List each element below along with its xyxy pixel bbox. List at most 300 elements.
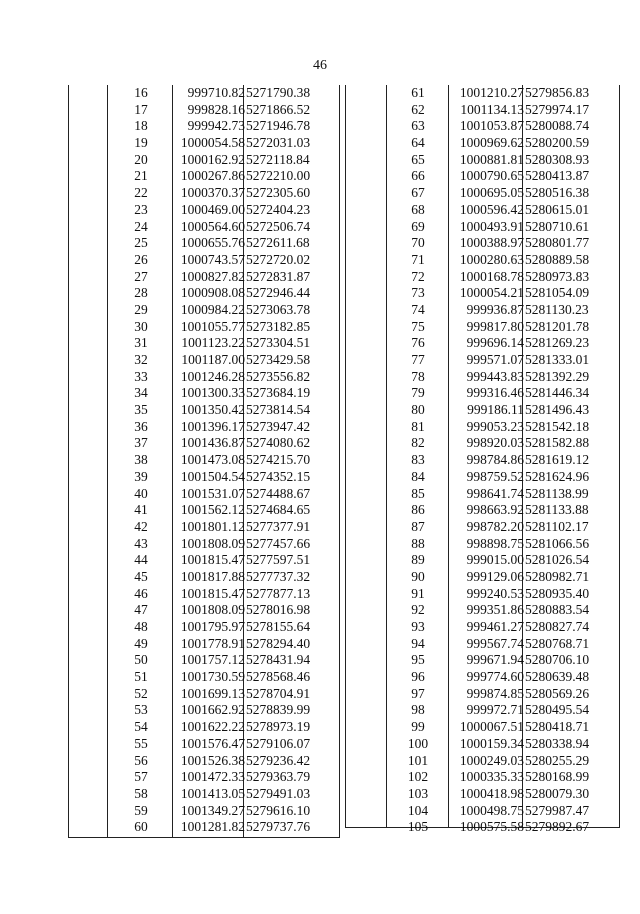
- point-number: 69: [411, 218, 425, 234]
- table-row: [346, 803, 619, 820]
- table-row: [69, 319, 339, 336]
- table-row: [69, 419, 339, 436]
- point-number: 68: [411, 201, 425, 217]
- x-coordinate: 1001246.28: [180, 368, 245, 384]
- y-coordinate: 5280706.10: [525, 652, 590, 668]
- table-row: [346, 202, 619, 219]
- y-coordinate: 5279987.47: [525, 802, 590, 818]
- table-row: [69, 469, 339, 486]
- table-row: [69, 686, 339, 703]
- y-coordinate: 5272720.02: [246, 251, 311, 267]
- y-coordinate: 5280308.93: [525, 151, 590, 167]
- x-coordinate: 999774.60: [466, 669, 524, 685]
- table-row: [346, 235, 619, 252]
- point-number: 61: [411, 85, 425, 100]
- x-coordinate: 1000370.37: [180, 185, 245, 201]
- point-number: 77: [411, 352, 425, 367]
- point-number: 83: [411, 452, 425, 468]
- x-coordinate: 999972.71: [466, 702, 524, 718]
- point-number: 79: [411, 385, 425, 401]
- point-number: 39: [134, 468, 148, 484]
- y-coordinate: 5280255.29: [525, 752, 590, 768]
- table-row: [346, 502, 619, 519]
- x-coordinate: 1000655.76: [180, 235, 245, 251]
- x-coordinate: 1001134.13: [460, 101, 524, 117]
- y-coordinate: 5271866.52: [246, 101, 311, 117]
- point-number: 25: [134, 235, 148, 251]
- y-coordinate: 5272404.23: [246, 201, 311, 217]
- x-coordinate: 1000493.91: [459, 218, 524, 234]
- x-coordinate: 1000969.62: [459, 135, 524, 151]
- y-coordinate: 5278155.64: [246, 619, 311, 634]
- table-row: [346, 486, 619, 503]
- point-number: 56: [134, 752, 148, 768]
- table-row: [69, 769, 339, 786]
- y-coordinate: 5281496.43: [525, 402, 590, 418]
- y-coordinate: 5273429.58: [246, 352, 311, 367]
- x-coordinate: 1001396.17: [180, 418, 245, 434]
- y-coordinate: 5279892.67: [525, 819, 590, 835]
- y-coordinate: 5273304.51: [246, 335, 311, 351]
- x-coordinate: 999015.00: [466, 552, 524, 568]
- y-coordinate: 5274684.65: [246, 502, 311, 518]
- y-coordinate: 5281333.01: [525, 352, 590, 367]
- y-coordinate: 5280801.77: [525, 235, 590, 251]
- point-number: 82: [411, 435, 425, 451]
- point-number: 80: [411, 402, 425, 418]
- table-row: [346, 252, 619, 269]
- point-number: 45: [134, 568, 148, 584]
- y-coordinate: 5281102.17: [525, 518, 589, 534]
- x-coordinate: 1001699.13: [180, 685, 245, 701]
- point-number: 93: [411, 619, 425, 634]
- point-number: 86: [411, 502, 425, 518]
- table-row: [346, 168, 619, 185]
- x-coordinate: 1000162.92: [180, 151, 245, 167]
- table-row: [69, 652, 339, 669]
- table-row: [346, 152, 619, 169]
- table-row: [69, 352, 339, 369]
- x-coordinate: 1000418.98: [459, 785, 524, 801]
- point-number: 54: [134, 719, 148, 735]
- table-row: [69, 118, 339, 135]
- point-number: 99: [411, 719, 425, 735]
- x-coordinate: 999671.94: [466, 652, 524, 668]
- point-number: 50: [134, 652, 148, 668]
- table-row: [346, 118, 619, 135]
- point-number: 65: [411, 151, 425, 167]
- point-number: 27: [134, 268, 148, 284]
- table-row: [346, 335, 619, 352]
- table-row: [346, 786, 619, 803]
- point-number: 24: [134, 218, 148, 234]
- y-coordinate: 5280418.71: [525, 719, 590, 735]
- y-coordinate: 5272611.68: [246, 235, 310, 251]
- table-row: [69, 569, 339, 586]
- y-coordinate: 5273947.42: [246, 418, 311, 434]
- x-coordinate: 998641.74: [466, 485, 524, 501]
- table-row: [69, 719, 339, 736]
- table-row: [346, 519, 619, 536]
- table-row: [69, 619, 339, 636]
- x-coordinate: 999936.87: [466, 301, 524, 317]
- y-coordinate: 5279491.03: [246, 785, 311, 801]
- y-coordinate: 5280973.83: [525, 268, 590, 284]
- x-coordinate: 1001281.82: [180, 819, 245, 835]
- y-coordinate: 5280569.26: [525, 685, 590, 701]
- table-row: [69, 435, 339, 452]
- point-number: 49: [134, 635, 148, 651]
- y-coordinate: 5280516.38: [525, 185, 590, 201]
- table-row: [346, 769, 619, 786]
- table-row: [69, 786, 339, 803]
- point-number: 17: [134, 101, 148, 117]
- point-number: 43: [134, 535, 148, 551]
- y-coordinate: 5280639.48: [525, 669, 590, 685]
- x-coordinate: 1001472.33: [180, 769, 245, 785]
- table-row: [69, 269, 339, 286]
- point-number: 88: [411, 535, 425, 551]
- x-coordinate: 1001349.27: [180, 802, 245, 818]
- table-row: [69, 85, 339, 102]
- y-coordinate: 5281392.29: [525, 368, 590, 384]
- y-coordinate: 5280982.71: [525, 568, 590, 584]
- x-coordinate: 998782.20: [466, 518, 524, 534]
- x-coordinate: 1000267.86: [180, 168, 245, 184]
- y-coordinate: 5281619.12: [525, 452, 590, 468]
- table-row: [346, 819, 619, 836]
- x-coordinate: 999942.73: [187, 118, 245, 134]
- point-number: 91: [411, 585, 425, 601]
- point-number: 70: [411, 235, 425, 251]
- x-coordinate: 999316.46: [466, 385, 524, 401]
- y-coordinate: 5281582.88: [525, 435, 590, 451]
- point-number: 58: [134, 785, 148, 801]
- y-coordinate: 5279616.10: [246, 802, 311, 818]
- x-coordinate: 999053.23: [466, 418, 524, 434]
- y-coordinate: 5272118.84: [246, 151, 310, 167]
- table-row: [69, 185, 339, 202]
- point-number: 84: [411, 468, 425, 484]
- x-coordinate: 1001801.12: [180, 518, 245, 534]
- point-number: 100: [407, 735, 429, 751]
- table-row: [69, 168, 339, 185]
- coordinates-table-left: [68, 85, 340, 838]
- point-number: 32: [134, 352, 148, 367]
- table-row: [69, 486, 339, 503]
- point-number: 90: [411, 568, 425, 584]
- table-row: [346, 219, 619, 236]
- y-coordinate: 5272210.00: [246, 168, 311, 184]
- point-number: 23: [134, 201, 148, 217]
- y-coordinate: 5277877.13: [246, 585, 311, 601]
- table-rows: [69, 85, 339, 836]
- point-number: 42: [134, 518, 148, 534]
- table-row: [69, 636, 339, 653]
- x-coordinate: 1000469.00: [180, 201, 245, 217]
- point-number: 81: [411, 418, 425, 434]
- table-row: [69, 302, 339, 319]
- table-row: [69, 669, 339, 686]
- x-coordinate: 1001778.91: [180, 635, 245, 651]
- x-coordinate: 1000159.34: [459, 735, 524, 751]
- y-coordinate: 5277597.51: [246, 552, 311, 568]
- point-number: 59: [134, 802, 148, 818]
- coordinates-table-right: [345, 85, 620, 835]
- point-number: 28: [134, 285, 148, 301]
- y-coordinate: 5273814.54: [246, 402, 311, 418]
- x-coordinate: 1001300.33: [180, 385, 245, 401]
- x-coordinate: 998920.03: [466, 435, 524, 451]
- x-coordinate: 999567.74: [466, 635, 524, 651]
- y-coordinate: 5274488.67: [246, 485, 311, 501]
- table-row: [346, 736, 619, 753]
- table-row: [69, 502, 339, 519]
- y-coordinate: 5277737.32: [246, 568, 311, 584]
- y-coordinate: 5281138.99: [525, 485, 589, 501]
- table-row: [69, 385, 339, 402]
- y-coordinate: 5278839.99: [246, 702, 311, 718]
- point-number: 102: [407, 769, 429, 785]
- x-coordinate: 1001436.87: [180, 435, 245, 451]
- x-coordinate: 1001757.12: [180, 652, 245, 668]
- point-number: 16: [134, 85, 148, 100]
- point-number: 20: [134, 151, 148, 167]
- point-number: 96: [411, 669, 425, 685]
- table-row: [346, 536, 619, 553]
- table-row: [346, 85, 619, 102]
- point-number: 98: [411, 702, 425, 718]
- y-coordinate: 5281624.96: [525, 468, 590, 484]
- point-number: 44: [134, 552, 148, 568]
- x-coordinate: 1001622.22: [180, 719, 245, 735]
- y-coordinate: 5278016.98: [246, 602, 311, 618]
- table-row: [346, 552, 619, 569]
- table-row: [69, 452, 339, 469]
- y-coordinate: 5271790.38: [246, 85, 311, 100]
- x-coordinate: 1001795.97: [180, 619, 245, 634]
- point-number: 37: [134, 435, 148, 451]
- point-number: 74: [411, 301, 425, 317]
- y-coordinate: 5281066.56: [525, 535, 590, 551]
- table-row: [346, 636, 619, 653]
- table-row: [69, 803, 339, 820]
- table-row: [69, 753, 339, 770]
- point-number: 73: [411, 285, 425, 301]
- point-number: 85: [411, 485, 425, 501]
- table-row: [69, 102, 339, 119]
- point-number: 41: [134, 502, 148, 518]
- y-coordinate: 5281054.09: [525, 285, 590, 301]
- y-coordinate: 5273684.19: [246, 385, 311, 401]
- x-coordinate: 998759.52: [466, 468, 524, 484]
- x-coordinate: 1001473.08: [180, 452, 245, 468]
- table-row: [69, 202, 339, 219]
- x-coordinate: 1001576.47: [180, 735, 245, 751]
- x-coordinate: 1000564.60: [180, 218, 245, 234]
- table-row: [69, 552, 339, 569]
- table-row: [346, 102, 619, 119]
- point-number: 18: [134, 118, 148, 134]
- y-coordinate: 5281201.78: [525, 318, 590, 334]
- table-row: [346, 285, 619, 302]
- point-number: 63: [411, 118, 425, 134]
- x-coordinate: 1000388.97: [459, 235, 524, 251]
- x-coordinate: 1000596.42: [459, 201, 524, 217]
- y-coordinate: 5272506.74: [246, 218, 311, 234]
- x-coordinate: 999240.53: [466, 585, 524, 601]
- y-coordinate: 5277377.91: [246, 518, 311, 534]
- point-number: 97: [411, 685, 425, 701]
- table-row: [346, 419, 619, 436]
- table-row: [346, 385, 619, 402]
- x-coordinate: 1001210.27: [459, 85, 524, 100]
- point-number: 75: [411, 318, 425, 334]
- table-row: [69, 219, 339, 236]
- table-row: [69, 135, 339, 152]
- point-number: 66: [411, 168, 425, 184]
- x-coordinate: 1001123.22: [181, 335, 245, 351]
- y-coordinate: 5274352.15: [246, 468, 311, 484]
- point-number: 55: [134, 735, 148, 751]
- table-row: [346, 302, 619, 319]
- table-row: [69, 702, 339, 719]
- x-coordinate: 1000249.03: [459, 752, 524, 768]
- x-coordinate: 998784.86: [466, 452, 524, 468]
- x-coordinate: 1000908.08: [180, 285, 245, 301]
- x-coordinate: 1001531.07: [180, 485, 245, 501]
- y-coordinate: 5273182.85: [246, 318, 311, 334]
- x-coordinate: 999461.27: [466, 619, 524, 634]
- table-row: [69, 402, 339, 419]
- x-coordinate: 1001562.12: [180, 502, 245, 518]
- y-coordinate: 5280168.99: [525, 769, 590, 785]
- point-number: 62: [411, 101, 425, 117]
- y-coordinate: 5278568.46: [246, 669, 311, 685]
- table-row: [346, 702, 619, 719]
- table-row: [346, 135, 619, 152]
- point-number: 101: [407, 752, 429, 768]
- table-row: [69, 536, 339, 553]
- point-number: 19: [134, 135, 148, 151]
- x-coordinate: 999710.82: [187, 85, 245, 100]
- table-row: [346, 319, 619, 336]
- x-coordinate: 998663.92: [466, 502, 524, 518]
- table-row: [346, 369, 619, 386]
- x-coordinate: 1000827.82: [180, 268, 245, 284]
- x-coordinate: 1000984.22: [180, 301, 245, 317]
- table-row: [346, 569, 619, 586]
- table-row: [346, 185, 619, 202]
- y-coordinate: 5273556.82: [246, 368, 311, 384]
- y-coordinate: 5274215.70: [246, 452, 311, 468]
- x-coordinate: 1000498.75: [459, 802, 524, 818]
- point-number: 48: [134, 619, 148, 634]
- point-number: 78: [411, 368, 425, 384]
- y-coordinate: 5280413.87: [525, 168, 590, 184]
- point-number: 60: [134, 819, 148, 835]
- y-coordinate: 5280935.40: [525, 585, 590, 601]
- table-row: [346, 402, 619, 419]
- x-coordinate: 1000790.65: [459, 168, 524, 184]
- y-coordinate: 5278431.94: [246, 652, 311, 668]
- table-row: [69, 369, 339, 386]
- table-row: [69, 335, 339, 352]
- table-row: [69, 586, 339, 603]
- y-coordinate: 5279106.07: [246, 735, 311, 751]
- x-coordinate: 1000575.58: [459, 819, 524, 835]
- table-row: [346, 352, 619, 369]
- table-row: [346, 435, 619, 452]
- point-number: 29: [134, 301, 148, 317]
- y-coordinate: 5280495.54: [525, 702, 590, 718]
- table-row: [69, 285, 339, 302]
- point-number: 51: [134, 669, 148, 685]
- point-number: 35: [134, 402, 148, 418]
- x-coordinate: 999443.83: [466, 368, 524, 384]
- y-coordinate: 5272946.44: [246, 285, 311, 301]
- x-coordinate: 1001504.54: [180, 468, 245, 484]
- point-number: 34: [134, 385, 148, 401]
- point-number: 57: [134, 769, 148, 785]
- point-number: 53: [134, 702, 148, 718]
- x-coordinate: 1001815.47: [180, 585, 245, 601]
- point-number: 67: [411, 185, 425, 201]
- point-number: 21: [134, 168, 148, 184]
- point-number: 47: [134, 602, 148, 618]
- y-coordinate: 5273063.78: [246, 301, 311, 317]
- y-coordinate: 5278973.19: [246, 719, 311, 735]
- point-number: 72: [411, 268, 425, 284]
- x-coordinate: 1000335.33: [459, 769, 524, 785]
- table-row: [346, 686, 619, 703]
- x-coordinate: 1000881.81: [459, 151, 524, 167]
- x-coordinate: 1001187.00: [181, 352, 245, 367]
- x-coordinate: 1001350.42: [180, 402, 245, 418]
- table-row: [346, 586, 619, 603]
- y-coordinate: 5274080.62: [246, 435, 311, 451]
- x-coordinate: 999571.07: [466, 352, 524, 367]
- table-row: [346, 452, 619, 469]
- x-coordinate: 1001817.88: [180, 568, 245, 584]
- table-row: [346, 602, 619, 619]
- point-number: 33: [134, 368, 148, 384]
- x-coordinate: 999817.80: [466, 318, 524, 334]
- table-row: [346, 652, 619, 669]
- y-coordinate: 5278294.40: [246, 635, 311, 651]
- y-coordinate: 5271946.78: [246, 118, 311, 134]
- table-row: [346, 753, 619, 770]
- y-coordinate: 5280883.54: [525, 602, 590, 618]
- point-number: 22: [134, 185, 148, 201]
- x-coordinate: 1000168.78: [459, 268, 524, 284]
- x-coordinate: 999696.14: [466, 335, 524, 351]
- y-coordinate: 5280768.71: [525, 635, 590, 651]
- x-coordinate: 1000280.63: [459, 251, 524, 267]
- point-number: 105: [407, 819, 429, 835]
- y-coordinate: 5280710.61: [525, 218, 590, 234]
- y-coordinate: 5279856.83: [525, 85, 590, 100]
- x-coordinate: 1000054.21: [459, 285, 524, 301]
- y-coordinate: 5279974.17: [525, 101, 590, 117]
- x-coordinate: 1001526.38: [180, 752, 245, 768]
- point-number: 94: [411, 635, 425, 651]
- x-coordinate: 1001055.77: [180, 318, 245, 334]
- point-number: 71: [411, 251, 425, 267]
- x-coordinate: 1001730.59: [180, 669, 245, 685]
- table-row: [69, 519, 339, 536]
- point-number: 36: [134, 418, 148, 434]
